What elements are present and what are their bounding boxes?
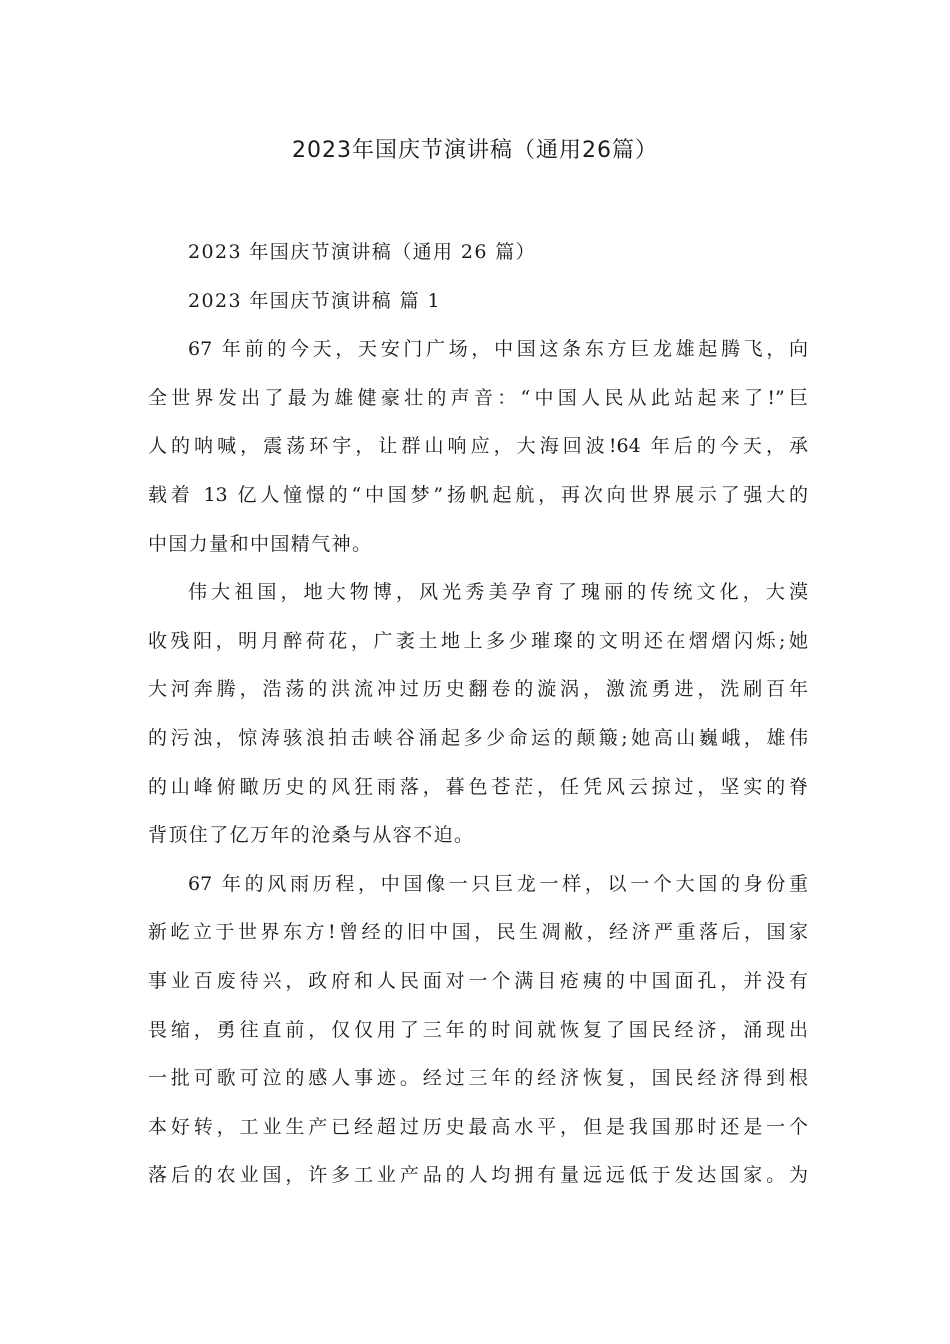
paragraph-line: 本好转，工业生产已经超过历史最高水平，但是我国那时还是一个 (148, 1115, 808, 1138)
paragraph-line: 事业百废待兴，政府和人民面对一个满目疮痍的中国面孔，并没有 (148, 969, 808, 992)
document-body (148, 228, 808, 1200)
document-title: 2023年国庆节演讲稿（通用26篇） (292, 138, 658, 163)
paragraph-line: 落后的农业国，许多工业产品的人均拥有量远远低于发达国家。为 (148, 1164, 808, 1187)
paragraph-line: 收残阳，明月醉荷花，广袤土地上多少璀璨的文明还在熠熠闪烁;她 (148, 629, 808, 652)
paragraph-line: 背顶住了亿万年的沧桑与从容不迫。 (148, 824, 475, 847)
paragraph-line: 全世界发出了最为雄健豪壮的声音：“中国人民从此站起来了!”巨 (148, 386, 808, 409)
paragraph-line: 67 年前的今天，天安门广场，中国这条东方巨龙雄起腾飞，向 (188, 338, 808, 361)
paragraph-line: 67 年的风雨历程，中国像一只巨龙一样，以一个大国的身份重 (188, 872, 808, 895)
paragraph-line: 畏缩，勇往直前，仅仅用了三年的时间就恢复了国民经济，涌现出 (148, 1018, 808, 1041)
paragraph (148, 568, 808, 860)
paragraph-line: 的污浊，惊涛骇浪拍击峡谷涌起多少命运的颠簸;她高山巍峨，雄伟 (148, 726, 808, 749)
paragraph-line: 载着 13 亿人憧憬的“中国梦”扬帆起航，再次向世界展示了强大的 (148, 483, 808, 506)
paragraph (148, 325, 808, 568)
section-heading: 2023 年国庆节演讲稿 篇 1 (188, 289, 441, 312)
paragraph (148, 860, 808, 1200)
document-subtitle: 2023 年国庆节演讲稿（通用 26 篇） (188, 241, 537, 263)
paragraph-line: 伟大祖国，地大物博，风光秀美孕育了瑰丽的传统文化，大漠 (188, 581, 808, 604)
paragraph-line: 新屹立于世界东方!曾经的旧中国，民生凋敝，经济严重落后，国家 (148, 921, 808, 944)
paragraph-line: 一批可歌可泣的感人事迹。经过三年的经济恢复，国民经济得到根 (148, 1067, 808, 1090)
paragraph-line: 大河奔腾，浩荡的洪流冲过历史翻卷的漩涡，激流勇进，洗刷百年 (148, 678, 808, 701)
paragraph-line: 人的呐喊，震荡环宇，让群山响应，大海回波!64 年后的今天，承 (148, 435, 808, 458)
paragraph-line: 的山峰俯瞰历史的风狂雨落，暮色苍茫，任凭风云掠过，坚实的脊 (148, 775, 808, 798)
paragraph-line: 中国力量和中国精气神。 (148, 532, 373, 555)
